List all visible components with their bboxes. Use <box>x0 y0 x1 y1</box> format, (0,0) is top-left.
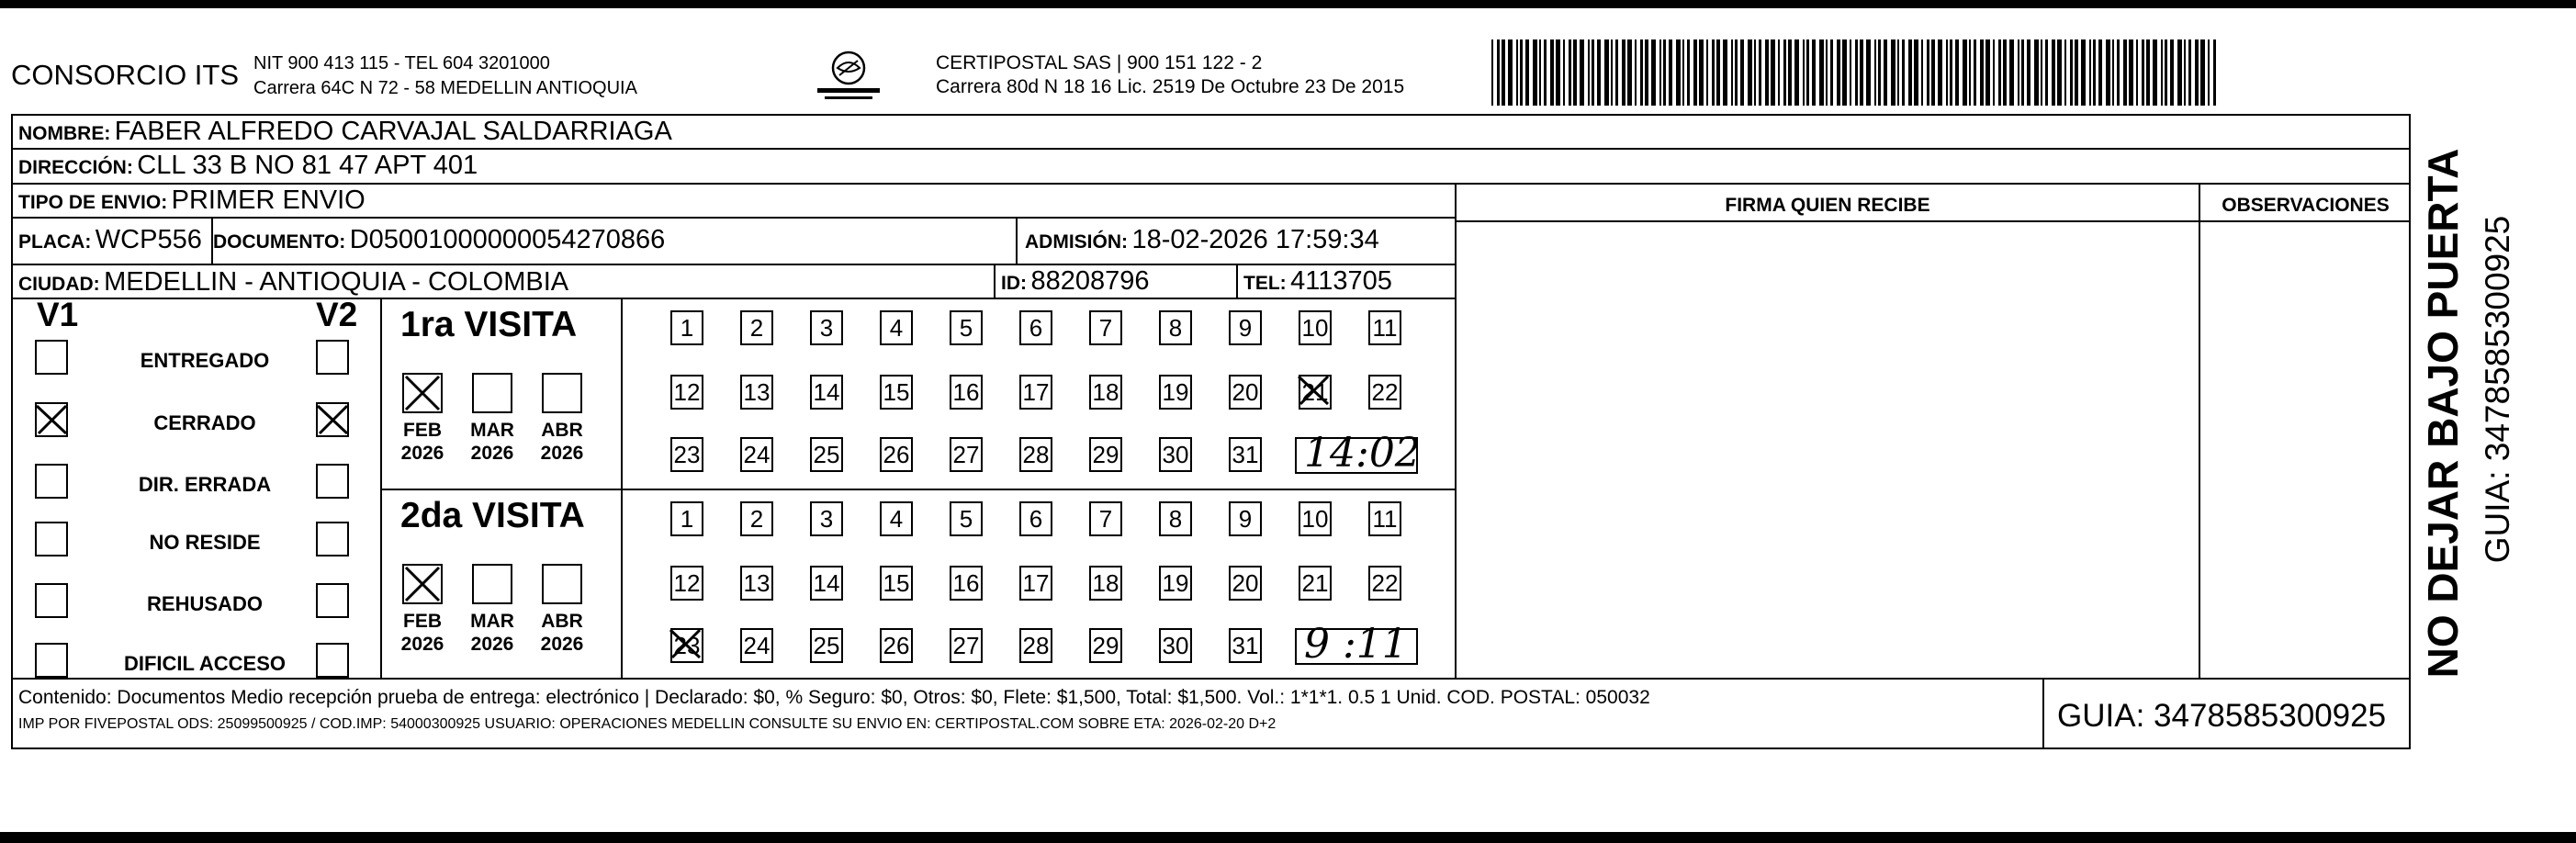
day-box[interactable]: 19 <box>1159 375 1192 410</box>
documento-value: D05001000000054270866 <box>349 225 666 254</box>
day-box[interactable]: 15 <box>880 375 913 410</box>
barcode-bar <box>2075 39 2078 106</box>
day-box[interactable]: 21 <box>1299 375 1332 410</box>
visit-time: 14:02 <box>1304 430 1421 477</box>
barcode-bar <box>2070 39 2073 106</box>
courier-info <box>936 51 1404 99</box>
barcode-bar <box>1812 39 1816 106</box>
documento-label: DOCUMENTO: <box>213 231 346 253</box>
day-box[interactable]: 24 <box>740 437 773 472</box>
signature-divider <box>1455 183 1457 678</box>
barcode-bar <box>1927 39 1929 106</box>
day-box[interactable]: 15 <box>880 566 913 601</box>
visit-time: 9 :11 <box>1304 621 1408 668</box>
barcode-bar <box>2142 39 2144 106</box>
barcode-bar <box>2129 39 2133 106</box>
barcode-bar <box>1946 39 1948 106</box>
day-box[interactable]: 31 <box>1229 628 1262 663</box>
brand-name: CONSORCIO ITS <box>11 59 240 91</box>
barcode-bar <box>2057 39 2062 106</box>
status-v1-checkbox[interactable] <box>35 522 68 556</box>
day-box[interactable]: 10 <box>1299 501 1332 536</box>
tel-cell <box>1243 266 1392 297</box>
barcode-bar <box>1955 39 1959 106</box>
barcode-bar <box>1850 39 1851 106</box>
barcode-bar <box>1826 39 1828 106</box>
day-box[interactable]: 27 <box>950 437 983 472</box>
status-v2-checkbox[interactable] <box>316 522 349 556</box>
month-year: 2026 <box>540 443 584 464</box>
barcode-bar <box>1748 39 1752 106</box>
barcode-bar <box>1891 39 1895 106</box>
month-year: 2026 <box>540 634 584 655</box>
visit-time-box[interactable] <box>1295 621 1418 668</box>
status-label: ENTREGADO <box>140 349 270 372</box>
day-box[interactable]: 1 <box>670 310 703 345</box>
nombre-label: NOMBRE: <box>18 123 111 144</box>
barcode-bar <box>2213 39 2216 106</box>
day-box[interactable]: 4 <box>880 310 913 345</box>
day-box[interactable]: 29 <box>1089 437 1122 472</box>
day-box[interactable]: 8 <box>1159 310 1192 345</box>
barcode-bar <box>1740 39 1744 106</box>
barcode-bar <box>1788 39 1792 106</box>
barcode-bar <box>2106 39 2110 106</box>
barcode-bar <box>1731 39 1733 106</box>
day-box[interactable]: 2 <box>740 501 773 536</box>
observaciones-label: OBSERVACIONES <box>2222 195 2390 216</box>
day-box[interactable]: 23 <box>670 437 703 472</box>
barcode-bar <box>2123 39 2127 106</box>
admision-value: 18-02-2026 17:59:34 <box>1131 225 1379 254</box>
day-box[interactable]: 22 <box>1368 375 1401 410</box>
placa-value: WCP556 <box>95 225 202 254</box>
barcode-bar <box>1866 39 1871 106</box>
barcode-bar <box>2136 39 2138 106</box>
barcode-bar <box>2161 39 2163 106</box>
day-box[interactable]: 8 <box>1159 501 1192 536</box>
barcode-bar <box>1902 39 1905 106</box>
barcode-bar <box>1860 39 1863 106</box>
day-box[interactable]: 16 <box>950 566 983 601</box>
barcode-bar <box>1908 39 1912 106</box>
barcode-bar <box>2052 39 2055 106</box>
day-box[interactable]: 31 <box>1229 437 1262 472</box>
observaciones-divider <box>2199 183 2200 678</box>
barcode-bar <box>1830 39 1833 106</box>
barcode-bar <box>2018 39 2019 106</box>
day-box[interactable]: 10 <box>1299 310 1332 345</box>
visit-time-box[interactable] <box>1295 430 1421 477</box>
barcode-bar <box>1938 39 1942 106</box>
day-box[interactable]: 26 <box>880 628 913 663</box>
day-box[interactable]: 30 <box>1159 628 1192 663</box>
month-label <box>395 610 450 656</box>
barcode-bar <box>1998 39 2001 106</box>
barcode-bar <box>1980 39 1984 106</box>
barcode-bar <box>1778 39 1780 106</box>
barcode-bar <box>1716 39 1720 106</box>
footer-imp: IMP POR FIVEPOSTAL ODS: 25099500925 / COD.IMP: 54000300925 USUARIO: OPERACIONES MEDELLIN CONSULTE SU ENVIO EN: CERTIPOSTAL.COM SOBRE ETA: 2026-02-20 D+2 <box>18 716 1277 732</box>
barcode-bar <box>2027 39 2030 106</box>
day-box[interactable]: 21 <box>1299 566 1332 601</box>
barcode-bar <box>1502 39 1505 106</box>
barcode-bar <box>1573 39 1577 106</box>
barcode-bar <box>1878 39 1881 106</box>
barcode-bar <box>1931 39 1935 106</box>
placa-label: PLACA: <box>18 231 92 253</box>
barcode-bar <box>2021 39 2024 106</box>
month-checkbox[interactable] <box>542 564 582 604</box>
month-name: ABR <box>541 420 583 441</box>
month-checkbox[interactable] <box>472 564 512 604</box>
barcode-bar <box>1563 39 1565 106</box>
month-name: FEB <box>403 611 442 632</box>
day-box[interactable]: 14 <box>810 566 843 601</box>
day-box[interactable]: 13 <box>740 375 773 410</box>
top-border-bar <box>0 0 2576 8</box>
barcode-bar <box>1687 39 1690 106</box>
barcode-bar <box>1676 39 1681 106</box>
visit-title: 2da VISITA <box>400 496 585 535</box>
day-box[interactable]: 14 <box>810 375 843 410</box>
footer-contenido: Contenido: Documentos Medio recepción prueba de entrega: electrónico | Declarado: $0, % Seguro: $0, Otros: $0, Flete: $1,500, Total: $1,500. Vol.: 1*1*1. 0.5 1 Unid. COD. POSTAL: 050032 <box>18 687 1650 708</box>
month-name: ABR <box>541 611 583 632</box>
month-checkbox[interactable] <box>402 564 443 604</box>
barcode-bar <box>1615 39 1618 106</box>
row-divider <box>1455 220 2411 222</box>
barcode-bar <box>1592 39 1594 106</box>
admision-label: ADMISIÓN: <box>1025 231 1128 253</box>
day-box[interactable]: 28 <box>1019 628 1052 663</box>
day-box[interactable]: 28 <box>1019 437 1052 472</box>
status-v1-checkbox[interactable] <box>35 583 68 618</box>
status-v1-checkbox[interactable] <box>35 643 68 678</box>
tel-divider <box>1236 265 1238 298</box>
id-divider <box>994 265 996 298</box>
barcode-bar <box>1837 39 1840 106</box>
firma-label: FIRMA QUIEN RECIBE <box>1725 195 1930 216</box>
month-label <box>465 610 520 656</box>
status-v2-checkbox[interactable] <box>316 583 349 618</box>
barcode-bar <box>1754 39 1756 106</box>
barcode-bar <box>2200 39 2205 106</box>
direccion-label: DIRECCIÓN: <box>18 157 133 178</box>
barcode-bar <box>2089 39 2091 106</box>
barcode-bar <box>1663 39 1666 106</box>
barcode-bar <box>1588 39 1590 106</box>
barcode-bar <box>2064 39 2066 106</box>
day-box[interactable]: 7 <box>1089 501 1122 536</box>
month-year: 2026 <box>470 634 514 655</box>
day-box[interactable]: 17 <box>1019 375 1052 410</box>
month-checkbox[interactable] <box>402 373 443 413</box>
month-year: 2026 <box>400 634 444 655</box>
barcode-bar <box>1491 39 1493 106</box>
day-box[interactable]: 25 <box>810 437 843 472</box>
barcode-bar <box>2081 39 2086 106</box>
barcode-bar <box>2117 39 2120 106</box>
row-divider <box>11 298 1455 299</box>
barcode-bar <box>2045 39 2048 106</box>
ciudad-label: CIUDAD: <box>18 274 100 295</box>
day-box[interactable]: 11 <box>1368 501 1401 536</box>
barcode-bar <box>1993 39 1995 106</box>
day-box[interactable]: 3 <box>810 501 843 536</box>
status-v1-checkbox[interactable] <box>35 464 68 499</box>
sender-nit: NIT 900 413 115 - TEL 604 3201000 <box>253 53 550 73</box>
barcode-bar <box>1693 39 1697 106</box>
barcode-bar <box>1525 39 1529 106</box>
barcode-bar <box>1712 39 1715 106</box>
day-box[interactable]: 9 <box>1229 501 1262 536</box>
certipostal-logo-icon <box>812 48 885 105</box>
barcode-bar <box>2093 39 2096 106</box>
admision-cell <box>1025 225 1379 255</box>
status-label: REHUSADO <box>147 592 263 615</box>
day-box[interactable]: 17 <box>1019 566 1052 601</box>
visit-row-divider <box>382 489 1455 490</box>
ciudad-row <box>11 265 1021 298</box>
month-checkbox[interactable] <box>542 373 582 413</box>
barcode-bar <box>1627 39 1632 106</box>
barcode-bar <box>2041 39 2042 106</box>
day-box[interactable]: 4 <box>880 501 913 536</box>
day-box[interactable]: 13 <box>740 566 773 601</box>
barcode-bar <box>1974 39 1976 106</box>
barcode-bar <box>2112 39 2114 106</box>
month-year: 2026 <box>470 443 514 464</box>
tel-value: 4113705 <box>1290 266 1392 296</box>
day-box[interactable]: 6 <box>1019 310 1052 345</box>
status-label: CERRADO <box>153 411 256 434</box>
status-v2-checkbox[interactable] <box>316 464 349 499</box>
bottom-border-bar <box>0 832 2576 843</box>
ciudad-value: MEDELLIN - ANTIOQUIA - COLOMBIA <box>104 267 569 297</box>
barcode-bar <box>1803 39 1805 106</box>
barcode-bar <box>1604 39 1609 106</box>
barcode-bar <box>1950 39 1952 106</box>
month-name: FEB <box>403 420 442 441</box>
barcode-bar <box>1765 39 1769 106</box>
tipo-envio-value: PRIMER ENVIO <box>171 185 366 215</box>
month-name: MAR <box>470 611 514 632</box>
sender-info <box>253 51 637 101</box>
tipo-envio-label: TIPO DE ENVIO: <box>18 192 168 213</box>
barcode-bar <box>1640 39 1643 106</box>
day-box[interactable]: 11 <box>1368 310 1401 345</box>
barcode-bar <box>1622 39 1625 106</box>
guia-footer-divider <box>2042 680 2044 749</box>
barcode-bar <box>2098 39 2102 106</box>
barcode-bar <box>2177 39 2182 106</box>
day-box[interactable]: 30 <box>1159 437 1192 472</box>
barcode-bar <box>2146 39 2150 106</box>
direccion-value: CLL 33 B NO 81 47 APT 401 <box>137 151 478 180</box>
day-box[interactable]: 12 <box>670 566 703 601</box>
status-v2-checkbox[interactable] <box>316 340 349 375</box>
barcode-bar <box>1884 39 1887 106</box>
month-label <box>465 419 520 465</box>
barcode-bar <box>1556 39 1560 106</box>
nombre-row <box>11 114 2399 148</box>
barcode-bar <box>1819 39 1824 106</box>
status-label: NO RESIDE <box>149 531 261 554</box>
barcode-bar <box>2003 39 2007 106</box>
courier-license: Carrera 80d N 18 16 Lic. 2519 De Octubre 23 De 2015 <box>936 76 1405 97</box>
barcode-bar <box>1539 39 1541 106</box>
status-v2-checkbox[interactable] <box>316 643 349 678</box>
day-box[interactable]: 18 <box>1089 566 1122 601</box>
barcode-bar <box>1497 39 1500 106</box>
barcode-bar <box>1914 39 1918 106</box>
status-label: DIFICIL ACCESO <box>123 652 286 675</box>
day-box[interactable]: 6 <box>1019 501 1052 536</box>
month-year: 2026 <box>400 443 444 464</box>
direccion-row <box>11 148 2399 183</box>
day-box[interactable]: 7 <box>1089 310 1122 345</box>
barcode-bar <box>1735 39 1738 106</box>
day-box[interactable]: 5 <box>950 310 983 345</box>
admision-divider <box>1016 219 1018 264</box>
tipo-envio-row <box>11 183 1444 218</box>
day-box[interactable]: 1 <box>670 501 703 536</box>
barcode-bar <box>1806 39 1809 106</box>
barcode-bar <box>1783 39 1786 106</box>
no-dejar-bajo-puerta: NO DEJAR BAJO PUERTA <box>2419 148 2467 679</box>
barcode-bar <box>1580 39 1584 106</box>
day-box[interactable]: 18 <box>1089 375 1122 410</box>
barcode-bar <box>1699 39 1704 106</box>
barcode-bar <box>1597 39 1601 106</box>
footer-guia: GUIA: 3478585300925 <box>2057 698 2387 734</box>
barcode <box>1491 39 2222 106</box>
barcode-bar <box>1635 39 1637 106</box>
day-box[interactable]: 27 <box>950 628 983 663</box>
courier-name: CERTIPOSTAL SAS | 900 151 122 - 2 <box>936 52 1263 73</box>
day-box[interactable]: 19 <box>1159 566 1192 601</box>
barcode-bar <box>1508 39 1513 106</box>
status-v1-checkbox[interactable] <box>35 340 68 375</box>
barcode-bar <box>2034 39 2039 106</box>
barcode-bar <box>1569 39 1571 106</box>
month-label <box>534 610 590 656</box>
barcode-bar <box>2188 39 2191 106</box>
id-value: 88208796 <box>1030 266 1150 296</box>
barcode-bar <box>2208 39 2210 106</box>
day-box[interactable]: 20 <box>1229 375 1262 410</box>
v2-header: V2 <box>316 296 358 333</box>
day-box[interactable]: 22 <box>1368 566 1401 601</box>
barcode-bar <box>1659 39 1661 106</box>
barcode-bar <box>2153 39 2157 106</box>
barcode-bar <box>1651 39 1656 106</box>
status-v2-checkbox[interactable] <box>316 402 349 437</box>
barcode-bar <box>1706 39 1708 106</box>
barcode-bar <box>1550 39 1554 106</box>
day-box[interactable]: 5 <box>950 501 983 536</box>
id-label: ID: <box>1001 273 1027 294</box>
barcode-bar <box>2184 39 2186 106</box>
barcode-bar <box>1963 39 1967 106</box>
barcode-bar <box>1516 39 1518 106</box>
barcode-bar <box>1842 39 1847 106</box>
day-box[interactable]: 12 <box>670 375 703 410</box>
barcode-bar <box>1897 39 1899 106</box>
barcode-bar <box>1533 39 1537 106</box>
barcode-bar <box>1771 39 1775 106</box>
barcode-bar <box>1520 39 1523 106</box>
barcode-bar <box>1985 39 1990 106</box>
day-box[interactable]: 9 <box>1229 310 1262 345</box>
barcode-bar <box>1969 39 1971 106</box>
barcode-bar <box>2009 39 2014 106</box>
barcode-bar <box>2165 39 2167 106</box>
side-guia: GUIA: 3478585300925 <box>2479 215 2516 564</box>
sender-address: Carrera 64C N 72 - 58 MEDELLIN ANTIOQUIA <box>253 78 637 98</box>
nombre-value: FABER ALFREDO CARVAJAL SALDARRIAGA <box>114 117 672 146</box>
day-box[interactable]: 24 <box>740 628 773 663</box>
documento-cell <box>213 225 665 255</box>
barcode-bar <box>1645 39 1648 106</box>
barcode-bar <box>1759 39 1761 106</box>
day-check-mark <box>670 628 703 663</box>
day-box[interactable]: 29 <box>1089 628 1122 663</box>
day-box[interactable]: 26 <box>880 437 913 472</box>
month-label <box>534 419 590 465</box>
row-divider <box>11 678 2411 680</box>
status-v1-checkbox[interactable] <box>35 402 68 437</box>
barcode-bar <box>1544 39 1547 106</box>
tel-label: TEL: <box>1243 273 1287 294</box>
barcode-bar <box>2170 39 2174 106</box>
barcode-bar <box>1723 39 1727 106</box>
id-cell <box>1001 266 1149 297</box>
day-box[interactable]: 2 <box>740 310 773 345</box>
barcode-bar <box>1855 39 1858 106</box>
v1-header: V1 <box>37 296 79 333</box>
day-box[interactable]: 25 <box>810 628 843 663</box>
barcode-bar <box>1874 39 1876 106</box>
barcode-bar <box>1682 39 1684 106</box>
month-name: MAR <box>470 420 514 441</box>
day-box[interactable]: 23 <box>670 628 703 663</box>
barcode-bar <box>1794 39 1799 106</box>
barcode-bar <box>1611 39 1613 106</box>
month-label <box>395 419 450 465</box>
day-check-mark <box>1299 375 1332 410</box>
day-box[interactable]: 20 <box>1229 566 1262 601</box>
barcode-bar <box>2195 39 2199 106</box>
day-box[interactable]: 3 <box>810 310 843 345</box>
barcode-bar <box>1921 39 1923 106</box>
visit-title: 1ra VISITA <box>400 305 578 344</box>
month-checkbox[interactable] <box>472 373 512 413</box>
day-box[interactable]: 16 <box>950 375 983 410</box>
barcode-bar <box>1669 39 1672 106</box>
status-label: DIR. ERRADA <box>138 473 272 496</box>
